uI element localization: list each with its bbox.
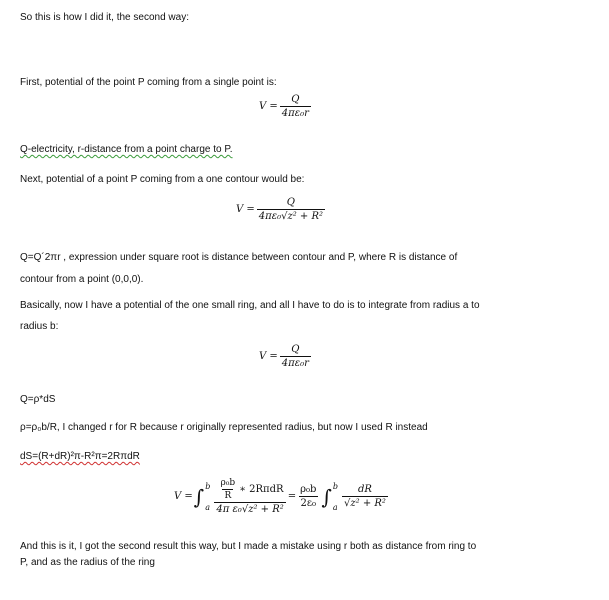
upper-limit: b bbox=[205, 481, 211, 491]
formula-denominator: 4πε₀r bbox=[281, 108, 309, 119]
equals-sign: = bbox=[287, 491, 297, 502]
inner-denominator: R bbox=[224, 491, 232, 501]
formula-denominator: 4πε₀r bbox=[281, 358, 309, 369]
integral-sign: ∫ bbox=[193, 484, 205, 509]
q-contour-text-2: contour from a point (0,0,0). bbox=[20, 274, 144, 285]
first-text: First, potential of the point P coming from a single point is: bbox=[20, 77, 277, 88]
sqrt-denominator: √z² + R² bbox=[343, 498, 386, 509]
formula-lhs: V = bbox=[236, 204, 255, 215]
integrand-factor: ∗ 2RπdR bbox=[239, 484, 284, 495]
intro-text: So this is how I did it, the second way: bbox=[20, 12, 189, 23]
formula-ring-potential bbox=[259, 344, 313, 369]
q-rho-text: Q=ρ*dS bbox=[20, 394, 56, 405]
lower-limit: a bbox=[332, 502, 338, 512]
basically-text-2: radius b: bbox=[20, 321, 59, 332]
inner-numerator: ρ₀b bbox=[220, 478, 236, 488]
formula-numerator: Q bbox=[291, 344, 300, 355]
ds-text: dS=(R+dR)²π-R²π=2RπdR bbox=[20, 451, 140, 462]
integrand-denominator: 4π ε₀√z² + R² bbox=[216, 504, 284, 515]
formula-point-potential bbox=[259, 94, 313, 119]
basically-text: Basically, now I have a potential of the one small ring, and all I have to do is to integrate from radius a to bbox=[20, 300, 480, 311]
upper-limit: b bbox=[332, 481, 338, 491]
next-text: Next, potential of a point P coming from a one contour would be: bbox=[20, 174, 305, 185]
formula-lhs: V = bbox=[259, 351, 278, 362]
formula-numerator: Q bbox=[286, 197, 295, 208]
coef-denominator: 2ε₀ bbox=[300, 498, 317, 509]
formula-contour-potential bbox=[236, 197, 327, 222]
dr-numerator: dR bbox=[357, 484, 372, 495]
formula-integral bbox=[174, 478, 390, 515]
formula-lhs: V = bbox=[259, 101, 278, 112]
formula-lhs: V = bbox=[174, 491, 193, 502]
coef-numerator: ρ₀b bbox=[300, 484, 317, 495]
conclusion-text: And this is it, I got the second result this way, but I made a mistake using r both as distance from ring to bbox=[20, 541, 477, 552]
integral-sign: ∫ bbox=[321, 484, 332, 509]
lower-limit: a bbox=[205, 502, 210, 512]
formula-denominator: 4πε₀√z² + R² bbox=[258, 211, 324, 222]
formula-numerator: Q bbox=[291, 94, 300, 105]
conclusion-text-2: P, and as the radius of the ring bbox=[20, 557, 155, 568]
q-contour-text: Q=Q´2πr , expression under square root is distance between contour and P, where R is distance of bbox=[20, 252, 458, 263]
rho-text: ρ=ρ₀b/R, I changed r for R because r originally represented radius, but now I used R instead bbox=[20, 422, 428, 433]
q-definition-text: Q-electricity, r-distance from a point charge to P. bbox=[20, 144, 233, 155]
